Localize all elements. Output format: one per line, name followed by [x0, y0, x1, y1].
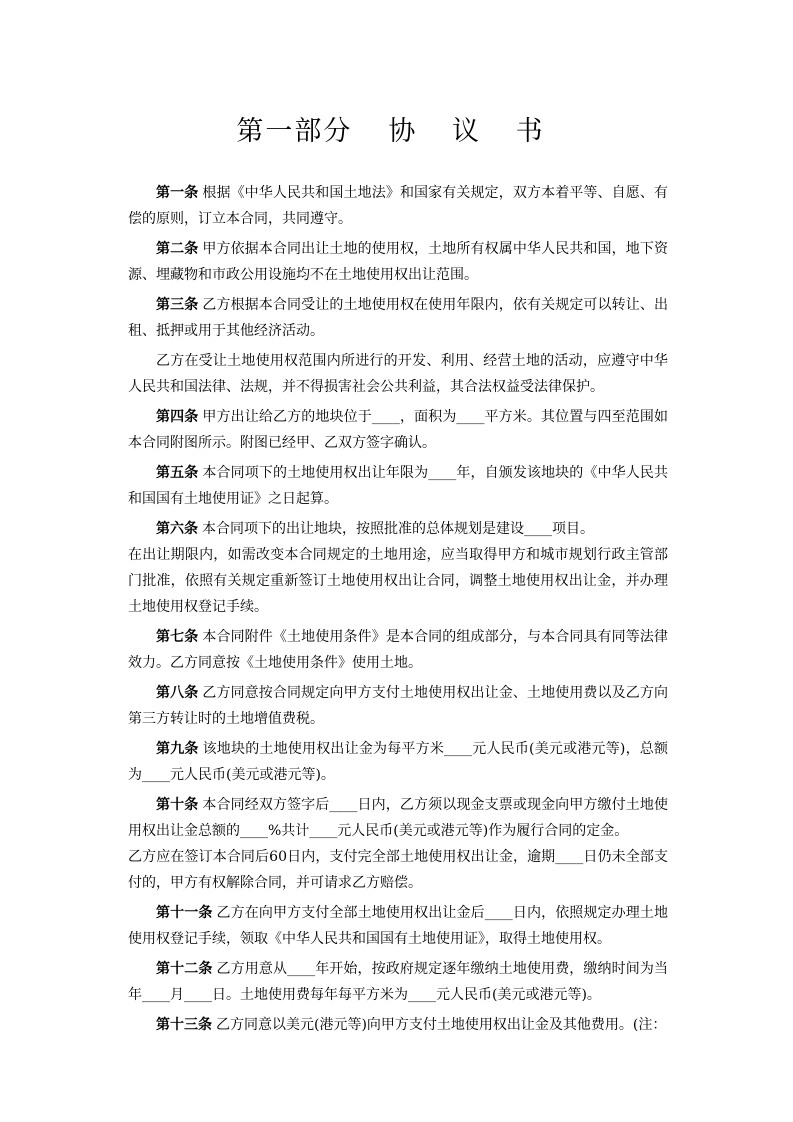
- article-text: 甲方依据本合同出让土地的使用权，土地所有权属中华人民共和国，地下资源、埋藏物和市政公用设施均不在土地使用权出让范围。: [128, 241, 668, 283]
- article-2: [128, 236, 668, 288]
- article-label: 第十三条: [156, 1017, 212, 1033]
- article-label: 第一条: [156, 185, 199, 201]
- article-text: 乙方应在签订本合同后60日内，支付完全部土地使用权出让金，逾期____日仍未全部支付的，甲方有权解除合同，并可请求乙方赔偿。: [128, 849, 668, 891]
- article-text: 乙方同意以美元(港元等)向甲方支付土地使用权出让金及其他费用。(注：: [216, 1017, 667, 1033]
- article-text: 乙方同意按合同规定向甲方支付土地使用权出让金、土地使用费以及乙方向第三方转让时的土地增值费税。: [128, 685, 668, 727]
- article-1: [128, 180, 668, 232]
- title-main: 协 议 书: [388, 116, 557, 147]
- article-text: 乙方在受让土地使用权范围内所进行的开发、利用、经营土地的活动，应遵守中华人民共和国法律、法规，并不得损害社会公共利益，其合法权益受法律保护。: [128, 353, 668, 395]
- article-10: [128, 792, 668, 844]
- document-body: [128, 180, 668, 1042]
- article-label: 第三条: [156, 297, 199, 313]
- article-text: 该地块的土地使用权出让金为每平方米____元人民币(美元或港元等)，总额为____元人民币(美元或港元等)。: [128, 741, 668, 783]
- article-text: 甲方出让给乙方的地块位于____，面积为____平方米。其位置与四至范围如本合同附图所示。附图已经甲、乙双方签字确认。: [128, 409, 669, 451]
- article-text: 根据《中华人民共和国土地法》和国家有关规定，双方本着平等、自愿、有偿的原则，订立本合同，共同遵守。: [128, 185, 668, 227]
- article-3-continued: [128, 348, 668, 400]
- article-text: 本合同项下的土地使用权出让年限为____年，自颁发该地块的《中华人民共和国国有土地使用证》之日起算。: [128, 465, 669, 507]
- article-text: 乙方用意从____年开始，按政府规定逐年缴纳土地使用费，缴纳时间为当年____月____日。土地使用费每年每平方米为____元人民币(美元或港元等)。: [128, 961, 669, 1003]
- article-label: 第五条: [156, 465, 199, 481]
- article-text: 本合同经双方签字后____日内，乙方须以现金支票或现金向甲方缴付土地使用权出让金总额的____%共计____元人民币(美元或港元等)作为履行合同的定金。: [128, 797, 669, 839]
- page-title: [0, 112, 793, 152]
- article-12: [128, 956, 668, 1008]
- article-13: [128, 1012, 668, 1038]
- article-label: 第六条: [156, 521, 198, 537]
- article-label: 第八条: [156, 685, 199, 701]
- article-label: 第二条: [156, 241, 199, 257]
- article-6: [128, 516, 668, 542]
- article-label: 第十二条: [156, 961, 213, 977]
- article-8: [128, 680, 668, 732]
- article-7: [128, 624, 668, 676]
- article-10-continued: [128, 844, 668, 896]
- article-text: 乙方在向甲方支付全部土地使用权出让金后____日内，依照规定办理土地使用权登记手续，领取《中华人民共和国国有土地使用证》，取得土地使用权。: [128, 905, 669, 947]
- title-part: 第一部分: [236, 116, 353, 147]
- article-label: 第九条: [156, 741, 199, 757]
- article-text: 乙方根据本合同受让的土地使用权在使用年限内，依有关规定可以转让、出租、抵押或用于其他经济活动。: [128, 297, 668, 339]
- article-label: 第十条: [156, 797, 199, 813]
- article-4: [128, 404, 668, 456]
- article-9: [128, 736, 668, 788]
- article-label: 第四条: [156, 409, 199, 425]
- article-text: 本合同附件《土地使用条件》是本合同的组成部分，与本合同具有同等法律效力。乙方同意按《土地使用条件》使用土地。: [128, 629, 668, 671]
- article-3: [128, 292, 668, 344]
- article-label: 第十一条: [156, 905, 213, 921]
- article-6-continued: [128, 542, 668, 620]
- article-text: 本合同项下的出让地块，按照批准的总体规划是建设____项目。: [202, 521, 594, 537]
- article-text: 在出让期限内，如需改变本合同规定的土地用途，应当取得甲方和城市规划行政主管部门批准，依照有关规定重新签订土地使用权出让合同，调整土地使用权出让金，并办理土地使用权登记手续。: [128, 547, 668, 615]
- article-5: [128, 460, 668, 512]
- article-11: [128, 900, 668, 952]
- article-label: 第七条: [156, 629, 199, 645]
